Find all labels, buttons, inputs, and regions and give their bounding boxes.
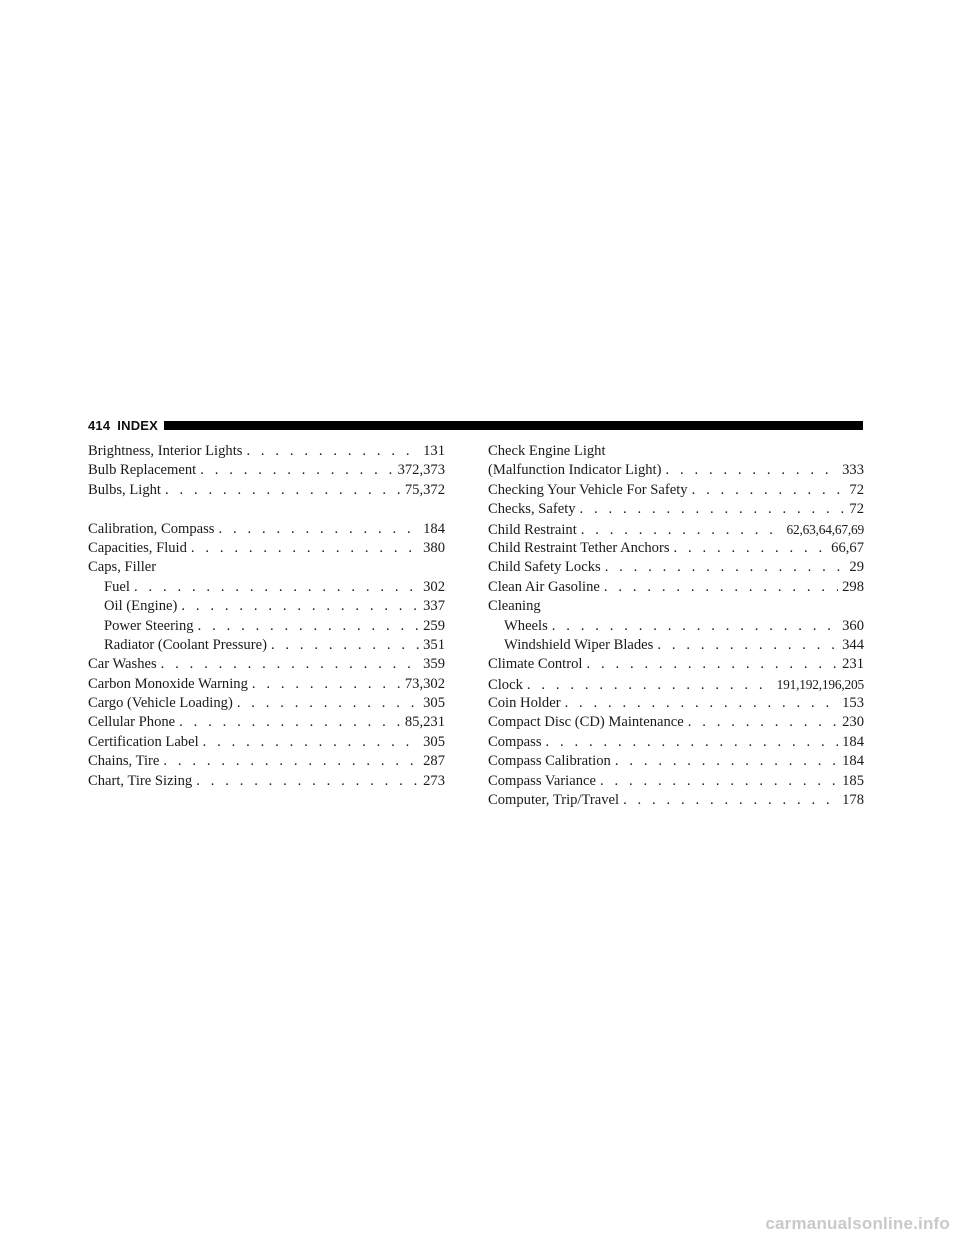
dot-leader <box>165 481 401 500</box>
index-term: Checks, Safety <box>488 501 576 518</box>
dot-leader <box>196 772 419 791</box>
index-entry-chains-tire[interactable] <box>88 752 445 771</box>
index-entry-carbon-monoxide-warning[interactable] <box>88 675 445 694</box>
index-term: Compact Disc (CD) Maintenance <box>488 714 684 731</box>
index-page-ref[interactable]: 72 <box>849 481 864 498</box>
index-term: Compass Calibration <box>488 753 611 770</box>
index-term: Coin Holder <box>488 695 561 712</box>
dot-leader <box>163 752 419 771</box>
dot-leader <box>181 597 419 616</box>
dot-leader <box>527 676 773 695</box>
index-entry-calibration-compass[interactable] <box>88 520 445 539</box>
index-entry-bulbs-light[interactable] <box>88 481 445 500</box>
index-term: Computer, Trip/Travel <box>488 792 620 809</box>
index-entry-checking-your-vehicle-for-safety[interactable] <box>488 481 864 500</box>
index-page-ref[interactable]: 359 <box>423 656 445 673</box>
index-page-ref[interactable]: 85,231 <box>404 714 445 731</box>
index-entry-compass[interactable] <box>488 733 864 752</box>
index-entry-checks-safety[interactable] <box>488 500 864 519</box>
index-page-ref[interactable]: 337 <box>423 598 445 615</box>
index-term: Oil (Engine) <box>104 598 178 615</box>
dot-leader <box>565 694 839 713</box>
dot-leader <box>688 713 838 732</box>
index-entry-compact-disc-cd-maintenance[interactable] <box>488 713 864 732</box>
dot-leader <box>581 521 783 540</box>
watermark: carmanualsonline.info <box>765 1214 950 1233</box>
dot-leader <box>203 733 419 752</box>
index-term: Checking Your Vehicle For Safety <box>488 481 688 498</box>
dot-leader <box>237 694 419 713</box>
dot-leader <box>252 675 401 694</box>
index-entry-clean-air-gasoline[interactable] <box>488 578 864 597</box>
index-term: Child Safety Locks <box>488 559 601 576</box>
index-page-ref[interactable]: 305 <box>423 733 445 750</box>
index-column-right <box>488 442 864 810</box>
index-page-ref[interactable]: 230 <box>842 714 864 731</box>
index-entry-clock[interactable] <box>488 675 864 694</box>
index-heading-cleaning: Cleaning <box>488 598 541 615</box>
dot-leader <box>692 481 846 500</box>
dot-leader <box>161 655 419 674</box>
dot-leader <box>586 655 838 674</box>
index-page-ref[interactable]: 184 <box>842 733 864 750</box>
index-term: Cargo (Vehicle Loading) <box>88 695 233 712</box>
index-heading-caps-filler: Caps, Filler <box>88 559 157 576</box>
index-page-ref[interactable]: 231 <box>842 656 864 673</box>
index-page-ref[interactable]: 66,67 <box>831 539 864 556</box>
index-term: Brightness, Interior Lights <box>88 443 243 459</box>
index-term: Compass Variance <box>488 772 596 789</box>
index-term: Car Washes <box>88 656 157 673</box>
index-page-ref[interactable]: 333 <box>842 462 864 479</box>
index-entry-car-washes[interactable] <box>88 655 445 674</box>
dot-leader <box>665 461 838 480</box>
dot-leader <box>552 617 838 636</box>
index-entry-bulb-replacement[interactable] <box>88 461 445 480</box>
index-term: Chains, Tire <box>88 753 160 770</box>
dot-leader <box>191 539 419 558</box>
index-term: Climate Control <box>488 656 583 673</box>
index-page-ref[interactable]: 259 <box>423 617 445 634</box>
index-heading-check-engine-light: Check Engine Light <box>488 443 606 459</box>
index-page-ref[interactable]: 351 <box>423 636 445 653</box>
index-entry-child-restraint-tether-anchors[interactable] <box>488 539 864 558</box>
index-entry-cellular-phone[interactable] <box>88 713 445 732</box>
index-term: Bulb Replacement <box>88 462 197 479</box>
index-page-ref[interactable]: 29 <box>849 559 864 576</box>
index-entry-malfunction-indicator-light[interactable] <box>488 461 864 480</box>
index-term: Fuel <box>104 578 130 595</box>
index-entry-capacities-fluid[interactable] <box>88 539 445 558</box>
index-page-ref[interactable]: 287 <box>423 753 445 770</box>
page-number: 414 <box>88 417 111 433</box>
dot-leader <box>657 636 838 655</box>
dot-leader <box>198 617 420 636</box>
dot-leader <box>674 539 828 558</box>
dot-leader <box>623 791 838 810</box>
index-entry-compass-calibration[interactable] <box>488 752 864 771</box>
index-entry-compass-variance[interactable] <box>488 772 864 791</box>
index-term: Radiator (Coolant Pressure) <box>104 636 267 653</box>
header-rule <box>164 421 863 430</box>
index-page-ref[interactable]: 178 <box>842 792 864 809</box>
index-page-ref[interactable]: 372,373 <box>397 462 445 479</box>
index-term: Clock <box>488 676 523 693</box>
dot-leader <box>246 442 419 461</box>
dot-leader <box>600 772 838 791</box>
index-page-ref[interactable]: 191,192,196,205 <box>776 676 864 692</box>
index-term: Calibration, Compass <box>88 520 215 537</box>
dot-leader <box>605 558 846 577</box>
index-page-ref[interactable]: 302 <box>423 578 445 595</box>
index-entry-child-safety-locks[interactable] <box>488 558 864 577</box>
index-page-ref[interactable]: 185 <box>842 772 864 789</box>
dot-leader <box>546 733 839 752</box>
index-entry-cargo-vehicle-loading[interactable] <box>88 694 445 713</box>
index-entry-computer-trip-travel[interactable] <box>488 791 864 810</box>
dot-leader <box>604 578 838 597</box>
index-page-ref[interactable]: 184 <box>842 753 864 770</box>
index-term: Compass <box>488 733 542 750</box>
index-term: Certification Label <box>88 733 199 750</box>
header-label <box>88 418 158 433</box>
index-page-ref[interactable]: 184 <box>423 520 445 537</box>
index-entry-chart-tire-sizing[interactable] <box>88 772 445 791</box>
index-page-ref[interactable]: 344 <box>842 636 864 653</box>
dot-leader <box>179 713 401 732</box>
index-term: (Malfunction Indicator Light) <box>488 462 662 479</box>
index-page-ref[interactable]: 273 <box>423 772 445 789</box>
index-page-ref[interactable]: 305 <box>423 695 445 712</box>
index-entry-certification-label[interactable] <box>88 733 445 752</box>
index-page-ref[interactable]: 298 <box>842 578 864 595</box>
index-entry-power-steering[interactable] <box>88 617 445 636</box>
page-header <box>88 414 863 436</box>
index-entry-coin-holder[interactable] <box>488 694 864 713</box>
index-column-left <box>88 442 445 791</box>
index-term: Clean Air Gasoline <box>488 578 600 595</box>
dot-leader <box>200 461 393 480</box>
index-entry-oil-engine[interactable] <box>88 597 445 616</box>
section-title: INDEX <box>117 417 159 433</box>
index-entry-brightness-interior-lights[interactable] <box>88 442 445 461</box>
index-page-ref[interactable]: 75,372 <box>404 481 445 498</box>
index-entry-wheels[interactable] <box>488 617 864 636</box>
index-entry-radiator-coolant-pressure[interactable] <box>88 636 445 655</box>
index-entry-climate-control[interactable] <box>488 655 864 674</box>
index-page-ref[interactable]: 72 <box>849 501 864 518</box>
index-page-ref[interactable]: 73,302 <box>404 675 445 692</box>
index-entry-windshield-wiper-blades[interactable] <box>488 636 864 655</box>
index-term: Capacities, Fluid <box>88 539 187 556</box>
dot-leader <box>218 520 419 539</box>
index-entry-child-restraint[interactable] <box>488 520 864 539</box>
dot-leader <box>615 752 838 771</box>
index-page-ref[interactable]: 62,63,64,67,69 <box>786 521 864 537</box>
index-term: Child Restraint Tether Anchors <box>488 539 670 556</box>
dot-leader <box>271 636 419 655</box>
index-page-ref[interactable]: 360 <box>842 617 864 634</box>
index-page-ref[interactable]: 131 <box>423 443 445 459</box>
dot-leader <box>580 500 846 519</box>
dot-leader <box>134 578 419 597</box>
index-term: Child Restraint <box>488 521 577 538</box>
index-term: Bulbs, Light <box>88 481 161 498</box>
index-term: Power Steering <box>104 617 194 634</box>
index-page-ref[interactable]: 153 <box>842 695 864 712</box>
index-page-ref[interactable]: 380 <box>423 539 445 556</box>
index-term: Carbon Monoxide Warning <box>88 675 248 692</box>
index-term: Cellular Phone <box>88 714 176 731</box>
index-term: Windshield Wiper Blades <box>504 636 654 653</box>
index-term: Wheels <box>504 617 548 634</box>
index-term: Chart, Tire Sizing <box>88 772 193 789</box>
index-entry-fuel[interactable] <box>88 578 445 597</box>
